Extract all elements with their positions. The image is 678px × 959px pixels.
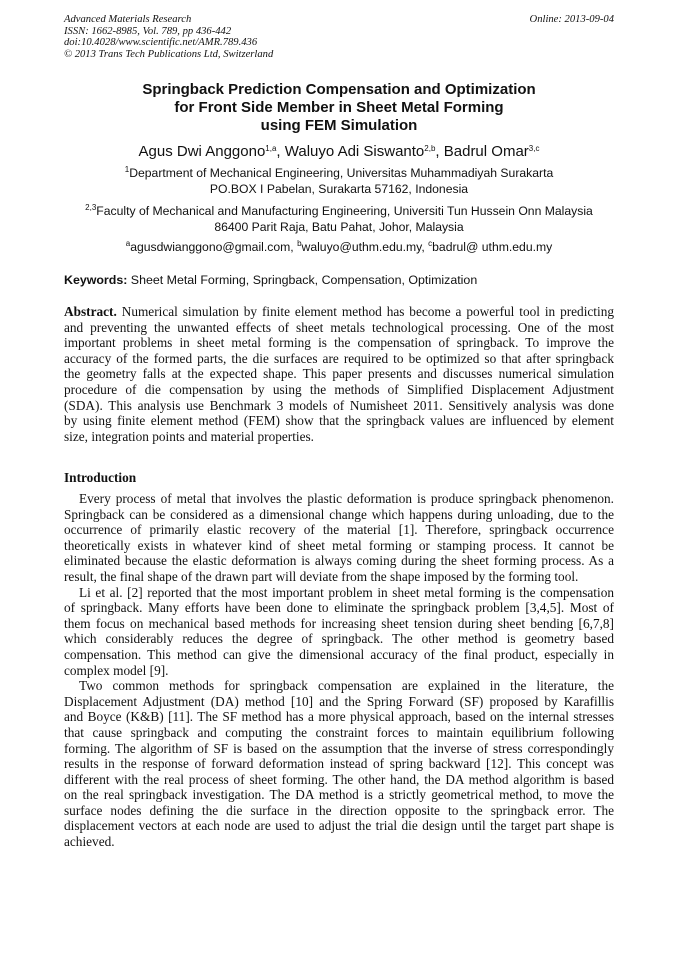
- paper-title: [0, 81, 678, 135]
- copyright: © 2013 Trans Tech Publications Ltd, Switzerland: [64, 48, 274, 60]
- paragraph-line: compensation. This method can give the dimensional accuracy of the final product, especially in: [64, 646, 614, 662]
- paragraph-line: result, the final shape of the drawn part will deviate from the shape imposed by the forming tool.: [64, 568, 579, 584]
- abstract-line: [64, 413, 614, 429]
- abstract-text: by using finite element method (FEM) show that the springback values are influenced by element: [64, 413, 614, 429]
- paragraph-line: forming. The algorithm of SF is based on the assumption that the inverse of stress correspondingly: [64, 740, 614, 756]
- author-list: [0, 143, 678, 160]
- affiliation-sup: 2,3: [85, 203, 97, 212]
- paragraph-line: on the real springback investigation. The DA method is a strictly geometrical method, to move the: [64, 787, 614, 803]
- abstract-text: and preventing the unwanted effects of sheet metals technological processing. One of the most: [64, 319, 614, 335]
- paragraph-line: displacement vectors at each node are used to adjust the trial die design until the target part shape is: [64, 818, 614, 834]
- keywords-label: Keywords:: [64, 273, 128, 287]
- author-sep: ,: [435, 143, 444, 160]
- paragraph-line: and Boyce (K&B) [11]. The SF method has a more physical approach, based on the internal stresses: [64, 709, 614, 725]
- paragraph-line: achieved.: [64, 834, 115, 850]
- section-heading-introduction: Introduction: [64, 470, 137, 485]
- issn: ISSN: 1662-8985, Vol. 789, pp 436-442: [64, 25, 232, 37]
- author-sup: 2,b: [424, 144, 436, 153]
- title-line: using FEM Simulation: [260, 117, 418, 134]
- abstract-text: procedure of die compensation by using the methods of Simplified Displacement Adjustment: [64, 381, 614, 397]
- abstract-label: Abstract.: [64, 304, 117, 319]
- title-line: Springback Prediction Compensation and Optimization: [142, 81, 536, 98]
- paragraph-line: Two common methods for springback compensation are explained in the literature, the: [79, 678, 614, 694]
- journal-name: Advanced Materials Research: [64, 14, 192, 25]
- author-name: Waluyo Adi Siswanto: [284, 143, 425, 160]
- paragraph-line: complex model [9].: [64, 662, 169, 678]
- paragraph-line: Springback can be considered as a dimensional change which happens during unloading, due to the: [64, 506, 614, 522]
- paragraph-line: Displacement Adjustment (DA) method [10] and the Spring Forward (SF) proposed by Karafillis: [64, 693, 614, 709]
- paragraph: [64, 678, 614, 850]
- paragraph-line: results in the response of forward deformation instead of spring backward [12]. This concept was: [64, 756, 614, 772]
- online-date: Online: 2013-09-04: [529, 14, 614, 25]
- email: waluyo@uthm.edu.my,: [301, 240, 429, 254]
- abstract-text: the geometry falls at the expected shape. This paper presents and discusses numerical simulation: [64, 366, 614, 382]
- abstract-text: Numerical simulation by finite element method has become a powerful tool in predicting: [116, 304, 614, 319]
- email: badrul@ uthm.edu.my: [432, 240, 553, 254]
- email-sup: a: [125, 239, 131, 248]
- abstract: [64, 304, 614, 444]
- introduction-body: [64, 491, 614, 850]
- abstract-line: [64, 382, 614, 398]
- paragraph-line: Li et al. [2] reported that the most important problem in sheet metal forming is the compensation: [79, 584, 614, 600]
- email-list: [0, 239, 678, 255]
- keywords-text: Sheet Metal Forming, Springback, Compensation, Optimization: [127, 273, 478, 287]
- journal-header: [64, 14, 273, 60]
- keywords: [64, 273, 477, 287]
- affiliation-line: PO.BOX I Pabelan, Surakarta 57162, Indonesia: [209, 182, 469, 196]
- paragraph: [64, 585, 614, 679]
- affiliation-sup: 1: [124, 165, 130, 174]
- paragraph-line: that cause springback and computing the constraint forces to maintain equilibrium following: [64, 724, 614, 740]
- title-line: for Front Side Member in Sheet Metal Forming: [174, 99, 504, 116]
- abstract-line: [64, 320, 614, 336]
- abstract-text: size, integration points and material properties.: [64, 428, 314, 444]
- paragraph-line: theoretically exists in whatever kind of sheet metal forming or stamping process. It cannot be: [64, 537, 614, 553]
- paragraph-line: different with the real process of sheet forming. The other hand, the DA method algorithm is based: [64, 771, 614, 787]
- author-sep: ,: [276, 143, 285, 160]
- abstract-text: (SDA). This analysis use Benchmark 3 models of Numisheet 2011. Sensitively analysis was done: [64, 397, 614, 413]
- author-name: Badrul Omar: [443, 143, 529, 160]
- email-sup: c: [428, 239, 433, 248]
- affiliation-1: [0, 165, 678, 197]
- affiliation-line: Department of Mechanical Engineering, Universitas Muhammadiyah Surakarta: [129, 166, 554, 180]
- affiliation-line: Faculty of Mechanical and Manufacturing Engineering, Universiti Tun Hussein Onn Malaysia: [96, 204, 593, 218]
- abstract-line: [64, 398, 614, 414]
- author-name: Agus Dwi Anggono: [138, 143, 266, 160]
- paragraph: [64, 491, 614, 585]
- abstract-line: [64, 335, 614, 351]
- abstract-text: important problems in sheet metal forming is the compensation of springback. To improve the: [64, 335, 614, 351]
- paragraph-line: of springback. Many efforts have been done to eliminate the springback problem [3,4,5]. Most of: [64, 600, 614, 616]
- paragraph-line: eliminated because the elastic deformation is always coming during the sheet forming process. As a: [64, 553, 614, 569]
- email: agusdwianggono@gmail.com,: [130, 240, 298, 254]
- paragraph-line: them focus on mechanical based methods for increasing sheet tension during sheet bending [6,7,8]: [64, 615, 614, 631]
- author-sup: 1,a: [265, 144, 277, 153]
- abstract-text: accuracy of the formed parts, the die surfaces are required to be optimized so that after springback: [64, 350, 614, 366]
- affiliation-2: [0, 203, 678, 235]
- email-sup: b: [297, 239, 302, 248]
- abstract-line: [64, 351, 614, 367]
- paragraph-line: surface nodes defining the die surface in the direction opposite to the springback error. The: [64, 802, 614, 818]
- affiliation-line: 86400 Parit Raja, Batu Pahat, Johor, Malaysia: [214, 220, 464, 234]
- abstract-line: [64, 366, 614, 382]
- abstract-line: [64, 304, 614, 320]
- doi: doi:10.4028/www.scientific.net/AMR.789.436: [64, 37, 258, 49]
- paragraph-line: occurrence of primarily elastic recovery of the material [1]. Therefore, springback occurrence: [64, 522, 614, 538]
- paragraph-line: which considerably reduces the degree of springback. The other method is geometry based: [64, 631, 614, 647]
- author-sup: 3,c: [528, 144, 540, 153]
- abstract-line: [64, 429, 614, 445]
- paragraph-line: Every process of metal that involves the plastic deformation is produce springback phenomenon.: [79, 491, 614, 506]
